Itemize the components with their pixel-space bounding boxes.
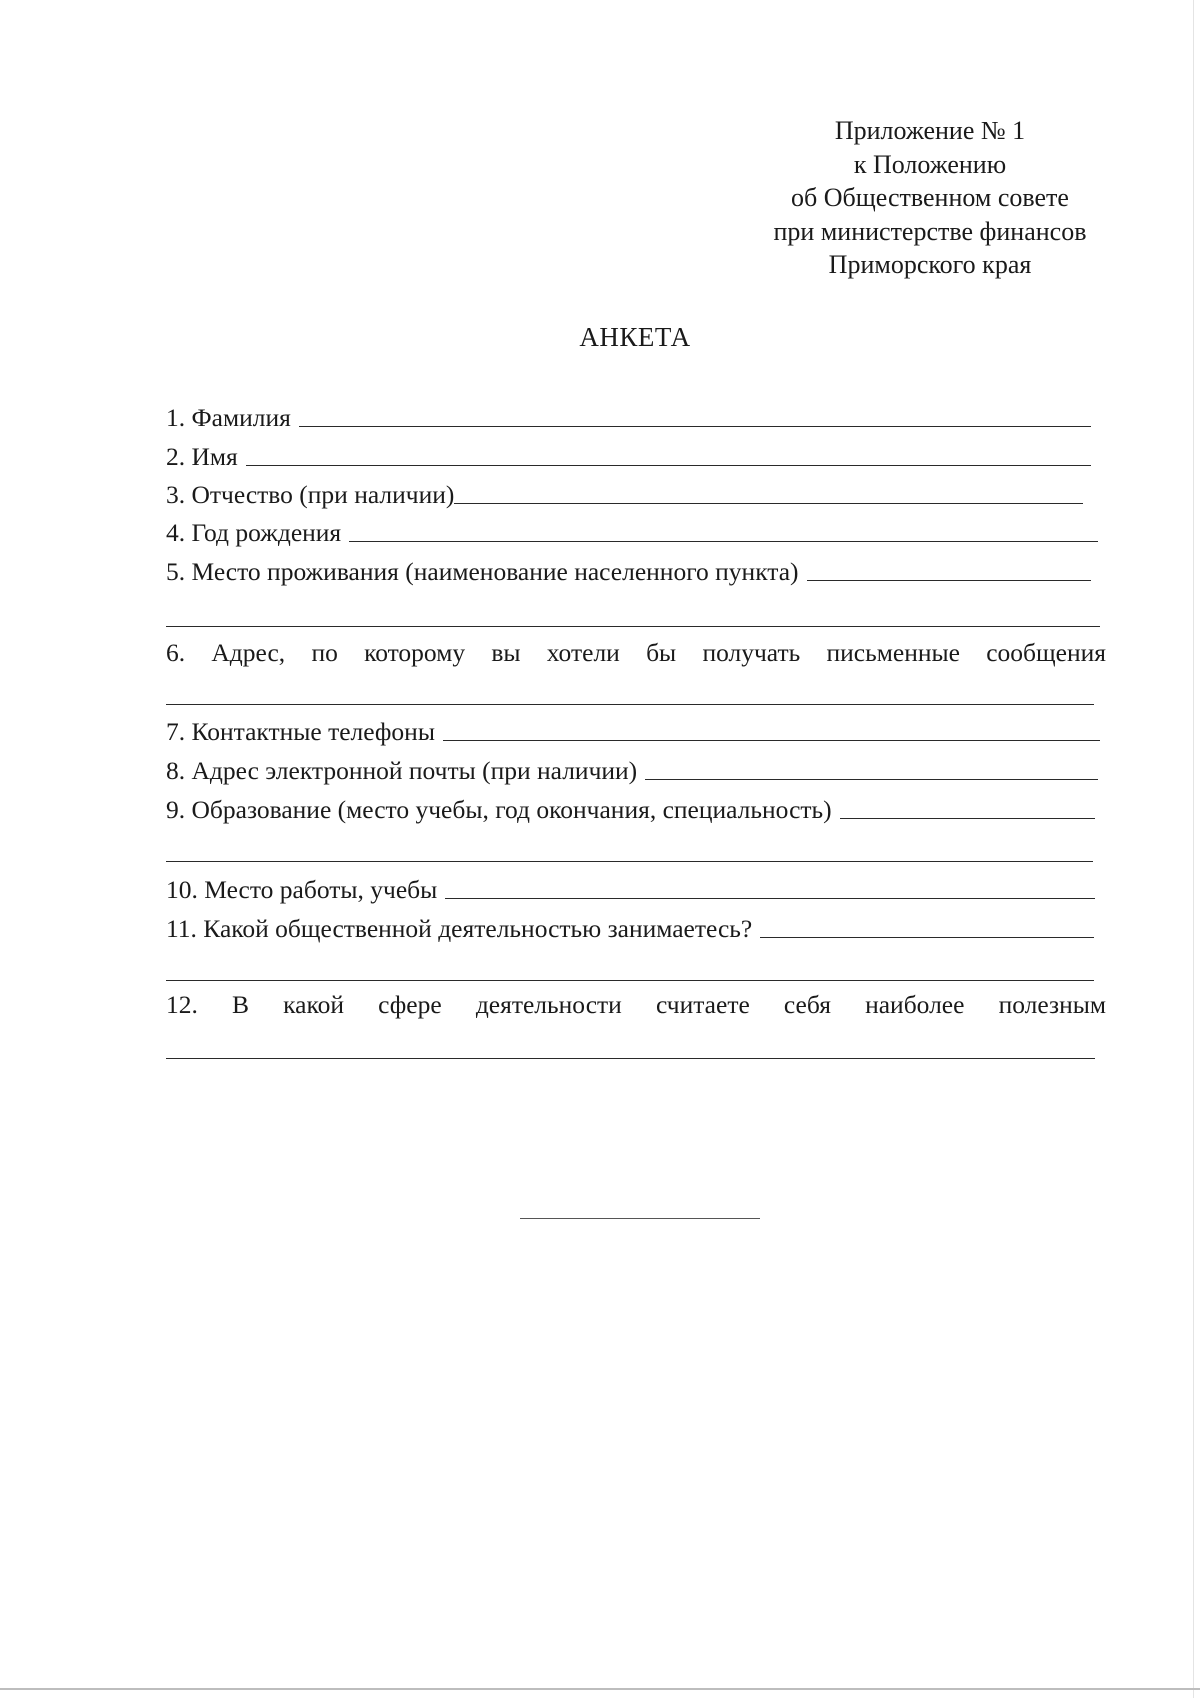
header-line: об Общественном совете [791,183,1069,212]
field-residence [166,557,1091,587]
header-line: к Положению [853,149,1007,179]
useful-sphere-blank[interactable] [166,1058,1095,1059]
field-birth-year [166,518,1098,548]
public-activity-blank[interactable] [760,937,1094,938]
surname-blank[interactable] [299,426,1091,427]
education-blank[interactable] [840,818,1095,819]
patronymic-blank[interactable] [454,503,1083,504]
phones-blank[interactable] [443,740,1100,741]
field-name [166,442,1091,472]
field-mailing-address: 6. Адрес, по которому вы хотели бы получать письменные сообщения [166,638,1106,667]
residence-blank[interactable] [807,580,1091,581]
field-surname [166,403,1091,433]
header-line: Приморского края [828,250,1032,279]
form-title: АНКЕТА [579,322,691,352]
field-label: 5. Место проживания (наименование населенного пункта) [166,557,799,586]
header-line: Приложение № 1 [834,116,1026,145]
field-label: 2. Имя [166,442,238,471]
field-label: 9. Образование (место учебы, год окончания, специальность) [166,795,832,824]
field-label: 3. Отчество (при наличии) [166,480,455,509]
page-right-edge [1193,0,1194,1698]
public-activity-continuation-blank[interactable] [166,980,1094,981]
field-workplace [166,875,1095,905]
appendix-header [740,114,1120,282]
field-label: 8. Адрес электронной почты (при наличии) [166,756,638,785]
workplace-blank[interactable] [445,898,1095,899]
field-useful-sphere: 12. В какой сфере деятельности считаете себя наиболее полезным [166,990,1106,1019]
birth-year-blank[interactable] [349,541,1098,542]
email-blank[interactable] [645,779,1098,780]
education-continuation-blank[interactable] [166,861,1093,862]
residence-continuation-blank[interactable] [166,626,1100,627]
field-email [166,756,1098,786]
field-label: 1. Фамилия [166,403,291,432]
mailing-address-blank[interactable] [166,704,1094,705]
end-separator [520,1218,760,1219]
field-label: 4. Год рождения [166,518,342,547]
field-label: 7. Контактные телефоны [166,717,435,746]
name-blank[interactable] [246,465,1091,466]
page-bottom-edge [0,1688,1200,1690]
field-label: 11. Какой общественной деятельностью занимаетесь? [166,914,753,943]
field-education [166,795,1095,825]
field-public-activity [166,914,1094,944]
field-label: 10. Место работы, учебы [166,875,438,904]
header-line: при министерстве финансов [773,216,1087,246]
field-patronymic [166,480,1083,510]
field-phones [166,717,1100,747]
